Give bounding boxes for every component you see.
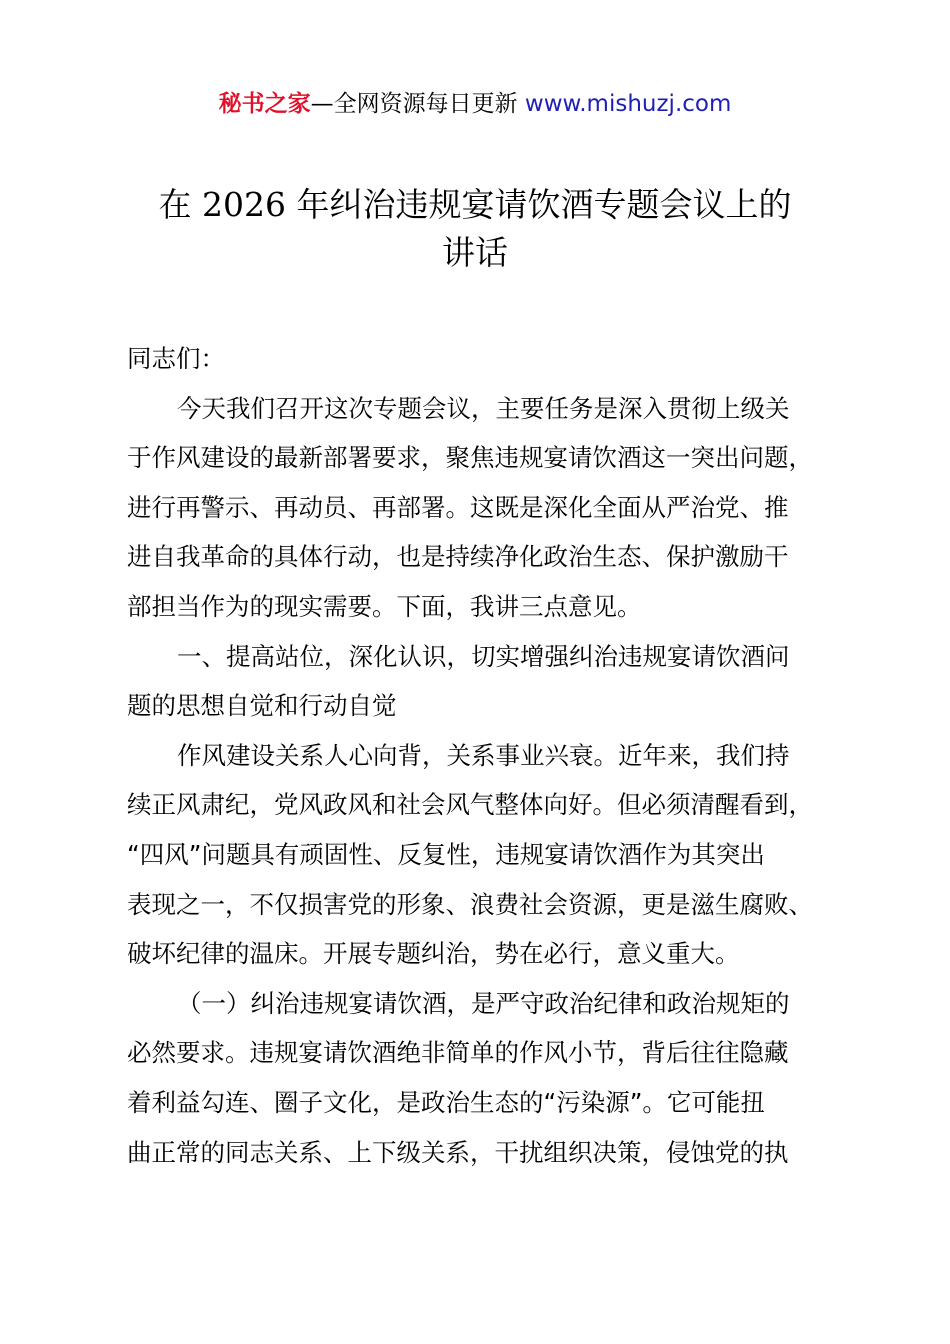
paragraph-line: 曲正常的同志关系、上下级关系，干扰组织决策，侵蚀党的执 <box>127 1137 789 1167</box>
brand-name: 秘书之家 <box>218 91 311 117</box>
paragraph-line: 作风建设关系人心向背，关系事业兴衰。近年来，我们持 <box>177 740 790 770</box>
site-header <box>0 86 950 122</box>
paragraph-line: “四风”问题具有顽固性、反复性，违规宴请饮酒作为其突出 <box>127 839 765 869</box>
title-line-2: 讲话 <box>442 233 508 272</box>
paragraph-line: 进行再警示、再动员、再部署。这既是深化全面从严治党、推 <box>127 492 789 522</box>
salutation: 同志们： <box>127 344 225 373</box>
site-url-link[interactable]: www.mishuzj.com <box>524 91 732 117</box>
section-heading-line: 题的思想自觉和行动自觉 <box>127 691 397 721</box>
paragraph-line: 于作风建设的最新部署要求，聚焦违规宴请饮酒这一突出问题， <box>127 443 813 473</box>
document-title <box>60 181 890 277</box>
paragraph-line: 必然要求。违规宴请饮酒绝非简单的作风小节，背后往往隐藏 <box>127 1038 789 1068</box>
section-heading-line: 一、提高站位，深化认识，切实增强纠治违规宴请饮酒问 <box>177 641 790 671</box>
paragraph-line: 今天我们召开这次专题会议，主要任务是深入贯彻上级关 <box>177 393 790 423</box>
title-line-1: 在 2026 年纠治违规宴请饮酒专题会议上的 <box>158 185 792 224</box>
paragraph-line: （一）纠治违规宴请饮酒，是严守政治纪律和政治规矩的 <box>177 988 790 1018</box>
paragraph-line: 进自我革命的具体行动，也是持续净化政治生态、保护激励干 <box>127 542 789 572</box>
paragraph-line: 表现之一，不仅损害党的形象、浪费社会资源，更是滋生腐败、 <box>127 889 813 919</box>
paragraph-line: 续正风肃纪，党风政风和社会风气整体向好。但必须清醒看到， <box>127 790 813 820</box>
document-body <box>127 334 857 1177</box>
header-tagline: —全网资源每日更新 <box>310 91 518 117</box>
paragraph-line: 着利益勾连、圈子文化，是政治生态的“污染源”。它可能扭 <box>127 1087 765 1117</box>
paragraph-line: 部担当作为的现实需要。下面，我讲三点意见。 <box>127 591 642 621</box>
paragraph-line: 破坏纪律的温床。开展专题纠治，势在必行，意义重大。 <box>127 939 740 969</box>
